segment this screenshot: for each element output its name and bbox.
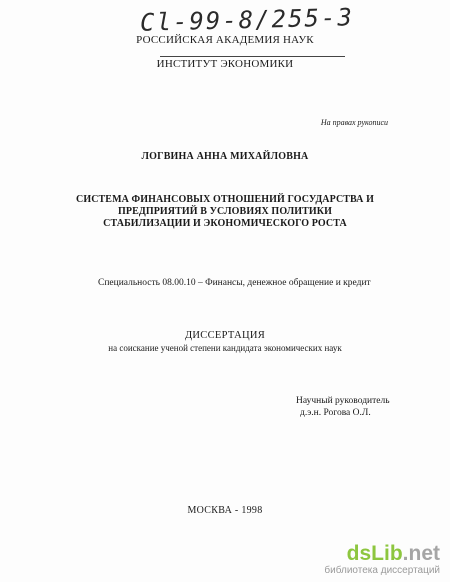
supervisor-name: д.э.н. Рогова О.Л.	[300, 408, 371, 418]
supervisor-role: Научный руководитель	[296, 396, 390, 406]
dissertation-subtitle: на соискание ученой степени кандидата экономических наук	[108, 343, 342, 353]
title-line-2: ПРЕДПРИЯТИЙ В УСЛОВИЯХ ПОЛИТИКИ	[117, 206, 333, 217]
archive-stamp: Cl-99-8/255-3	[139, 3, 355, 37]
city-year: МОСКВА - 1998	[187, 505, 263, 516]
rights-note: На правах рукописи	[320, 118, 388, 127]
organization-divider	[160, 56, 345, 57]
title-line-1: СИСТЕМА ФИНАНСОВЫХ ОТНОШЕНИЙ ГОСУДАРСТВА И	[76, 194, 374, 205]
logo-part-1: dsLib	[346, 542, 403, 565]
organization-line-2: ИНСТИТУТ ЭКОНОМИКИ	[156, 58, 294, 70]
title-line-3: СТАБИЛИЗАЦИИ И ЭКОНОМИЧЕСКОГО РОСТА	[103, 218, 347, 229]
logo-part-2: .net	[402, 542, 440, 565]
dissertation-heading: ДИССЕРТАЦИЯ	[184, 330, 266, 341]
author-name: ЛОГВИНА АННА МИХАЙЛОВНА	[141, 151, 309, 162]
organization-line-1: РОССИЙСКАЯ АКАДЕМИЯ НАУК	[136, 34, 314, 46]
speciality: Специальность 08.00.10 – Финансы, денежное обращение и кредит	[98, 278, 371, 288]
watermark-caption: библиотека диссертаций	[324, 565, 440, 576]
dslib-logo	[324, 543, 440, 565]
dslib-watermark	[324, 543, 440, 576]
